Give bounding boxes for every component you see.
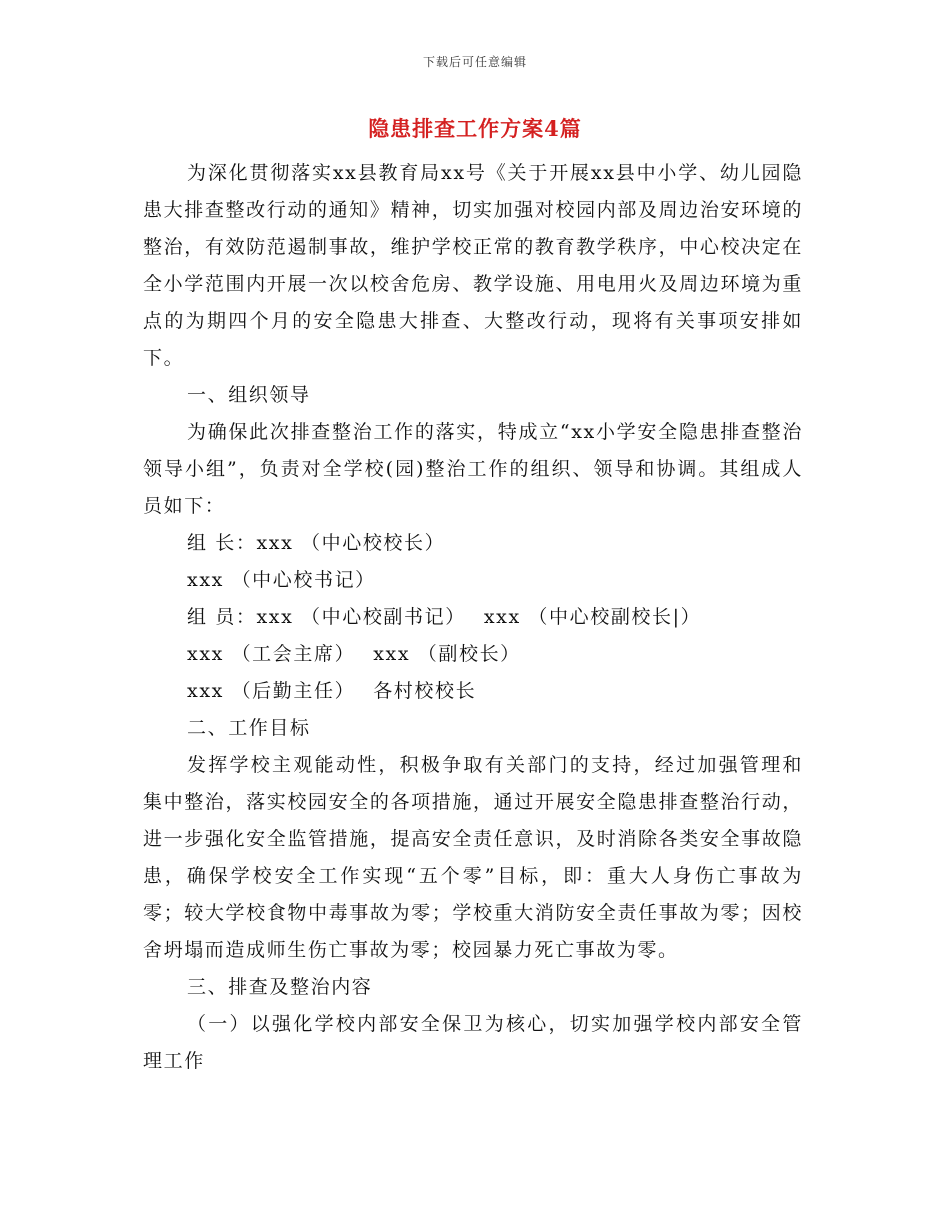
section3-heading: 三、排查及整治内容 [187, 976, 373, 998]
member-entry: 组 员：xxx （中心校副书记） [187, 606, 466, 628]
member-entry: xxx （后勤主任） [187, 680, 356, 702]
member-line [143, 636, 803, 673]
member-entry: xxx （中心校书记） [187, 569, 376, 591]
section3-paragraph: （一）以强化学校内部安全保卫为核心，切实加强学校内部安全管理工作 [143, 1013, 803, 1072]
member-entry: xxx （工会主席） [187, 643, 356, 665]
section1-heading: 一、组织领导 [187, 384, 311, 406]
member-line [143, 673, 803, 710]
member-entry: 各村校校长 [373, 680, 477, 702]
section2-paragraph: 发挥学校主观能动性，积极争取有关部门的支持，经过加强管理和集中整治，落实校园安全的各项措施，通过开展安全隐患排查整治行动，进一步强化安全监管措施，提高安全责任意识，及时消除各类安全事故隐患，确保学校安全工作实现“五个零”目标，即：重大人身伤亡事故为零；较大学校食物中毒事故为零；学校重大消防安全责任事故为零；因校舍坍塌而造成师生伤亡事故为零；校园暴力死亡事故为零。 [143, 754, 803, 961]
header-note: 下载后可任意编辑 [422, 55, 527, 69]
member-entry: xxx （中心校副校长|） [483, 606, 702, 628]
member-line [143, 562, 803, 599]
member-line [143, 599, 803, 636]
document-title: 隐患排查工作方案4篇 [368, 116, 582, 141]
member-line [143, 525, 803, 562]
intro-paragraph: 为深化贯彻落实xx县教育局xx号《关于开展xx县中小学、幼儿园隐患大排查整改行动的通知》精神，切实加强对校园内部及周边治安环境的整治，有效防范遏制事故，维护学校正常的教育教学秩序，中心校决定在全小学范围内开展一次以校舍危房、教学设施、用电用火及周边环境为重点的为期四个月的安全隐患大排查、大整改行动，现将有关事项安排如下。 [143, 162, 803, 369]
section2-heading: 二、工作目标 [187, 717, 311, 739]
document-body [143, 155, 803, 1080]
member-entry: xxx （副校长） [373, 643, 521, 665]
member-entry: 组 长：xxx （中心校校长） [187, 532, 446, 554]
section1-paragraph: 为确保此次排查整治工作的落实，特成立“xx小学安全隐患排查整治领导小组”，负责对全学校(园)整治工作的组织、领导和协调。其组成人员如下： [143, 421, 803, 517]
